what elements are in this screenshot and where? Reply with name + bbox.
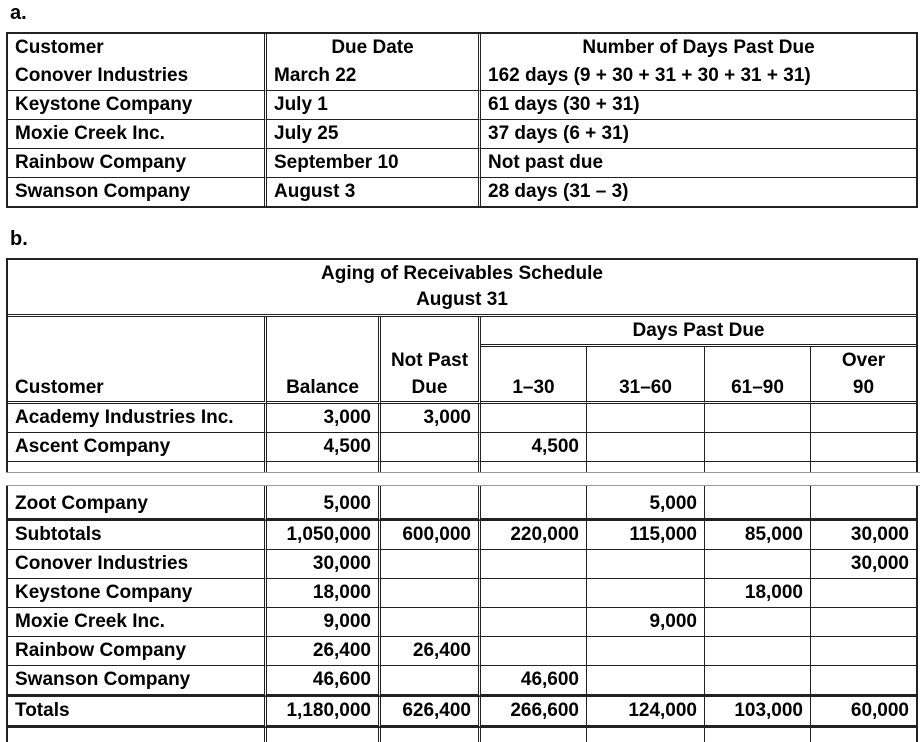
days-61-90-cell [705, 666, 811, 697]
over-90-cell [811, 608, 916, 637]
over-90-cell [811, 637, 916, 666]
part-b-label: b. [10, 228, 28, 250]
customer-cell: Moxie Creek Inc. [8, 120, 267, 149]
balance-cell: 18,000 [267, 579, 381, 608]
days-31-60-cell [587, 433, 705, 462]
balance-cell: 46,600 [267, 666, 381, 697]
days-1-30-cell [481, 579, 587, 608]
part-a-label: a. [10, 2, 27, 24]
header-not-past-2: Due [381, 374, 481, 404]
table-row [8, 433, 916, 462]
days-past-due-cell: 61 days (30 + 31) [481, 91, 916, 120]
header-61-90: 61–90 [705, 374, 811, 404]
table-row [8, 178, 916, 206]
table-header-row [8, 34, 916, 62]
customer-cell: Rainbow Company [8, 637, 267, 666]
balance-cell: 9,000 [267, 608, 381, 637]
over-90-cell [811, 490, 916, 521]
days-61-90-cell [705, 550, 811, 579]
days-61-90-cell: 85,000 [705, 521, 811, 550]
header-due-date: Due Date [267, 34, 481, 62]
table-row [8, 404, 916, 433]
days-61-90-cell [705, 608, 811, 637]
days-past-due-table [8, 34, 916, 206]
customer-cell: Keystone Company [8, 579, 267, 608]
customer-cell: Rainbow Company [8, 149, 267, 178]
days-61-90-cell [705, 490, 811, 521]
over-90-cell [811, 433, 916, 462]
schedule-title-row [8, 260, 916, 317]
days-31-60-cell: 5,000 [587, 490, 705, 521]
balance-cell: 30,000 [267, 550, 381, 579]
not-past-due-cell [381, 490, 481, 521]
days-1-30-cell [481, 490, 587, 521]
not-past-due-cell [381, 433, 481, 462]
table-row [8, 120, 916, 149]
table-row [8, 62, 916, 91]
header-row-1 [8, 347, 916, 374]
customer-cell: Conover Industries [8, 550, 267, 579]
days-past-due-group-row [8, 317, 916, 347]
table-row [8, 550, 916, 579]
due-date-cell: March 22 [267, 62, 481, 91]
customer-cell: Moxie Creek Inc. [8, 608, 267, 637]
days-1-30-cell: 4,500 [481, 433, 587, 462]
balance-cell: 26,400 [267, 637, 381, 666]
days-61-90-cell: 103,000 [705, 697, 811, 728]
not-past-due-cell [381, 666, 481, 697]
days-past-due-cell: Not past due [481, 149, 916, 178]
days-1-30-cell [481, 637, 587, 666]
schedule-title: Aging of Receivables Schedule [321, 263, 603, 284]
days-31-60-cell [587, 579, 705, 608]
over-90-cell [811, 404, 916, 433]
table-break [6, 472, 920, 486]
not-past-due-cell [381, 550, 481, 579]
days-1-30-cell: 220,000 [481, 521, 587, 550]
balance-cell: 4,500 [267, 433, 381, 462]
due-date-cell: July 25 [267, 120, 481, 149]
table-row [8, 608, 916, 637]
over-90-cell: 30,000 [811, 521, 916, 550]
customer-cell: Zoot Company [8, 490, 267, 521]
table-row [8, 149, 916, 178]
table-row [8, 697, 916, 728]
days-1-30-cell [481, 404, 587, 433]
customer-cell: Ascent Company [8, 433, 267, 462]
days-past-due-cell: 162 days (9 + 30 + 31 + 30 + 31 + 31) [481, 62, 916, 91]
not-past-due-cell: 600,000 [381, 521, 481, 550]
days-31-60-cell: 124,000 [587, 697, 705, 728]
header-row-2 [8, 374, 916, 404]
not-past-due-cell: 626,400 [381, 697, 481, 728]
table-row [8, 579, 916, 608]
customer-cell: Totals [8, 697, 267, 728]
aging-schedule-wrapper [6, 258, 918, 742]
days-1-30-cell: 266,600 [481, 697, 587, 728]
aging-schedule-table [8, 260, 916, 742]
not-past-due-cell: 3,000 [381, 404, 481, 433]
days-1-30-cell [481, 550, 587, 579]
days-31-60-cell: 9,000 [587, 608, 705, 637]
not-past-due-cell [381, 608, 481, 637]
customer-cell: Conover Industries [8, 62, 267, 91]
header-customer: Customer [8, 374, 267, 404]
header-days-past-due: Number of Days Past Due [582, 37, 815, 58]
days-61-90-cell [705, 433, 811, 462]
table-row [8, 666, 916, 697]
balance-cell: 3,000 [267, 404, 381, 433]
balance-cell: 1,050,000 [267, 521, 381, 550]
days-61-90-cell: 18,000 [705, 579, 811, 608]
days-1-30-cell [481, 608, 587, 637]
customer-cell: Swanson Company [8, 666, 267, 697]
days-past-due-cell: 28 days (31 – 3) [488, 181, 629, 202]
header-customer: Customer [8, 34, 267, 62]
days-31-60-cell: 115,000 [587, 521, 705, 550]
table-row [8, 521, 916, 550]
header-over-90-1: Over [841, 349, 886, 371]
due-date-cell: July 1 [267, 91, 481, 120]
not-past-due-cell: 26,400 [381, 637, 481, 666]
due-date-cell: September 10 [267, 149, 481, 178]
header-not-past-1: Not Past [381, 347, 481, 374]
balance-cell: 5,000 [267, 490, 381, 521]
days-61-90-cell [705, 404, 811, 433]
balance-cell: 1,180,000 [267, 697, 381, 728]
header-over-90-2: 90 [811, 374, 916, 404]
days-31-60-cell [587, 550, 705, 579]
days-31-60-cell [587, 666, 705, 697]
header-balance: Balance [267, 374, 381, 404]
over-90-cell [811, 666, 916, 697]
days-31-60-cell [587, 637, 705, 666]
not-past-due-cell [381, 579, 481, 608]
table-row [8, 490, 916, 521]
header-1-30: 1–30 [481, 374, 587, 404]
header-31-60: 31–60 [587, 374, 705, 404]
over-90-cell [811, 579, 916, 608]
customer-cell: Keystone Company [8, 91, 267, 120]
schedule-date: August 31 [416, 289, 508, 310]
table-tail-row [8, 728, 916, 742]
days-past-due-table-wrapper [6, 32, 918, 208]
table-row [8, 91, 916, 120]
customer-cell: Academy Industries Inc. [8, 404, 267, 433]
over-90-cell: 60,000 [811, 697, 916, 728]
over-90-cell: 30,000 [811, 550, 916, 579]
days-past-due-group-header: Days Past Due [481, 317, 916, 347]
days-61-90-cell [705, 637, 811, 666]
days-1-30-cell: 46,600 [481, 666, 587, 697]
customer-cell: Swanson Company [8, 178, 267, 206]
customer-cell: Subtotals [8, 521, 267, 550]
due-date-cell: August 3 [267, 178, 481, 206]
days-31-60-cell [587, 404, 705, 433]
days-past-due-cell: 37 days (6 + 31) [481, 120, 916, 149]
table-row [8, 637, 916, 666]
